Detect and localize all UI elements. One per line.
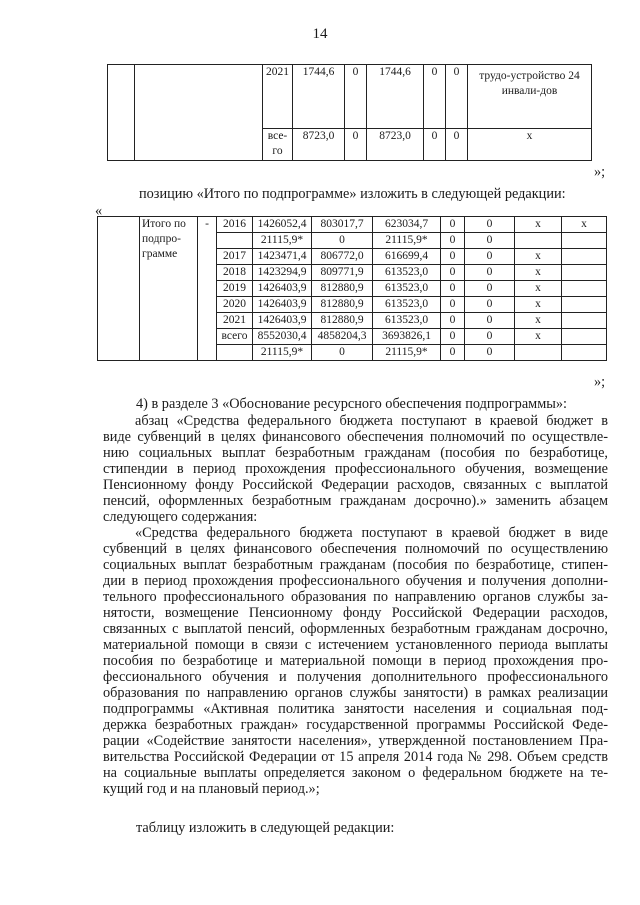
text-line: субвенций в целях финансового обеспечения полномочий по осуществлению (103, 541, 608, 557)
value-cell: 0 (465, 233, 515, 249)
text-line: виде субвенций в целях финансового обеспечения полномочий по осуществле- (103, 429, 608, 445)
result-mark-cell (562, 313, 607, 329)
value-cell: 0 (465, 281, 515, 297)
text-line: следующего содержания: (103, 509, 258, 525)
value-cell: 21115,9* (253, 233, 312, 249)
value-cell: 0 (441, 217, 465, 233)
text-line: рации «Содействие занятости населения», утвержденной постановлением Пра- (103, 733, 608, 749)
result-mark-cell (515, 233, 562, 249)
blank-cell (108, 65, 135, 161)
text-line: вительства Российской Федерации от 15 апреля 2014 года № 298. Объем средств (103, 749, 608, 765)
value-cell: 0 (441, 329, 465, 345)
text-line: на социальные выплаты определяется законом о федеральном бюджете на те- (103, 765, 608, 781)
value-cell: 0 (441, 297, 465, 313)
paragraph-old (103, 413, 608, 525)
year-cell: 2018 (217, 265, 253, 281)
year-cell (217, 345, 253, 361)
value-cell: 613523,0 (373, 297, 441, 313)
value-cell: 0 (441, 249, 465, 265)
value-cell: 0 (424, 65, 446, 129)
value-cell: 812880,9 (312, 281, 373, 297)
value-cell: 1426403,9 (253, 281, 312, 297)
table-continuation (107, 64, 592, 161)
value-cell: 623034,7 (373, 217, 441, 233)
year-cell: 2020 (217, 297, 253, 313)
result-mark-cell (562, 297, 607, 313)
year-cell: 2021 (217, 313, 253, 329)
value-cell: 8723,0 (293, 129, 345, 161)
year-cell: всего (217, 329, 253, 345)
value-cell: 1426403,9 (253, 297, 312, 313)
item-4-heading: 4) в разделе 3 «Обоснование ресурсного обеспечения подпрограммы»: (136, 396, 567, 412)
value-cell: 0 (441, 265, 465, 281)
table-row (98, 217, 607, 233)
text-line: тельного профессионального образования по направлению органов службы за- (103, 589, 608, 605)
text-line: пособия по безработице и материальной помощи в период прохождения про- (103, 653, 608, 669)
value-cell: 0 (465, 345, 515, 361)
result-mark-cell: х (515, 249, 562, 265)
value-cell: 4858204,3 (312, 329, 373, 345)
text-line: дии в период прохождения профессионального обучения и получения дополни- (103, 573, 608, 589)
value-cell: 1426403,9 (253, 313, 312, 329)
text-line: материальной помощи в связи с истечением установленного периода выплаты (103, 637, 608, 653)
value-cell: 803017,7 (312, 217, 373, 233)
result-mark-cell (562, 345, 607, 361)
value-cell: 0 (441, 313, 465, 329)
text-line: образования по направлению органов службы занятости) в рамках реализации (103, 685, 608, 701)
result-mark-cell (562, 265, 607, 281)
value-cell: 0 (345, 65, 367, 129)
paragraph-new (103, 525, 608, 797)
value-cell: 613523,0 (373, 265, 441, 281)
value-cell: 21115,9* (373, 345, 441, 361)
result-mark-cell: х (515, 217, 562, 233)
value-cell: 21115,9* (373, 233, 441, 249)
year-cell: все-го (263, 129, 293, 161)
result-mark-cell (562, 329, 607, 345)
value-cell: 0 (465, 249, 515, 265)
value-cell: 0 (465, 265, 515, 281)
text-line: стипендии в период прохождения профессионального обучения, возмещение (103, 461, 608, 477)
result-mark-cell: х (515, 313, 562, 329)
value-cell: 806772,0 (312, 249, 373, 265)
blank-cell (98, 217, 140, 361)
result-mark-cell: х (515, 281, 562, 297)
value-cell: 0 (465, 217, 515, 233)
value-cell: 8552030,4 (253, 329, 312, 345)
value-cell: 0 (465, 297, 515, 313)
dash-cell: - (198, 217, 217, 361)
text-line: социальных выплат безработным гражданам (пособия по безработице, стипен- (103, 557, 608, 573)
opening-quote: « (95, 203, 103, 219)
value-cell: 613523,0 (373, 313, 441, 329)
result-mark-cell (515, 345, 562, 361)
value-cell: 0 (441, 281, 465, 297)
value-cell: 1744,6 (367, 65, 424, 129)
closing-quote: »; (594, 164, 606, 180)
closing-quote: »; (594, 374, 606, 390)
value-cell: 0 (441, 345, 465, 361)
text-line: нятости, возмещение Пенсионному фонду Российской Федерации расходов, (103, 605, 608, 621)
table-totals (97, 216, 607, 361)
instruction-table: таблицу изложить в следующей редакции: (136, 820, 395, 836)
value-cell: 812880,9 (312, 297, 373, 313)
value-cell: 812880,9 (312, 313, 373, 329)
value-cell: 0 (312, 345, 373, 361)
page-number: 14 (312, 26, 328, 42)
value-cell: 1744,6 (293, 65, 345, 129)
result-mark-cell: х (515, 329, 562, 345)
value-cell: 0 (345, 129, 367, 161)
text-line: абзац «Средства федерального бюджета поступают в краевой бюджет в (135, 413, 608, 429)
value-cell: 3693826,1 (373, 329, 441, 345)
result-note-cell: трудо-устройство 24 инвали-дов (468, 65, 592, 129)
year-cell: 2017 (217, 249, 253, 265)
value-cell: 616699,4 (373, 249, 441, 265)
instruction-itogo: позицию «Итого по подпрограмме» изложить в следующей редакции: (139, 186, 566, 202)
text-line: подпрограммы «Активная политика занятости населения и социальная под- (103, 701, 608, 717)
year-cell: 2019 (217, 281, 253, 297)
text-line: пенсий, оформленных безработным гражданам досрочно).» заменить абзацем (103, 493, 608, 509)
subprogram-total-name: Итого по подпро-грамме (140, 217, 198, 361)
value-cell: 0 (424, 129, 446, 161)
year-cell: 2016 (217, 217, 253, 233)
text-line: связанных с выплатой пенсий, оформленных безработным гражданам досрочно, (103, 621, 608, 637)
value-cell: 613523,0 (373, 281, 441, 297)
value-cell: 1426052,4 (253, 217, 312, 233)
text-line: кущий год и на плановый период.»; (103, 781, 320, 797)
value-cell: 21115,9* (253, 345, 312, 361)
value-cell: 1423294,9 (253, 265, 312, 281)
value-cell: 0 (446, 65, 468, 129)
result-mark-cell: х (515, 265, 562, 281)
value-cell: 0 (465, 329, 515, 345)
value-cell: 1423471,4 (253, 249, 312, 265)
text-line: «Средства федерального бюджета поступают в краевой бюджет в виде (135, 525, 608, 541)
result-mark-cell (562, 249, 607, 265)
text-line: Пенсионному фонду Российской Федерации расходов, связанных с выплатой (103, 477, 608, 493)
result-mark-cell (562, 281, 607, 297)
result-mark-cell: х (515, 297, 562, 313)
result-mark-cell (562, 233, 607, 249)
value-cell: 0 (312, 233, 373, 249)
value-cell: 0 (446, 129, 468, 161)
text-line: нию социальных выплат безработным гражданам (пособия по безработице, (103, 445, 608, 461)
result-note-cell: х (468, 129, 592, 161)
year-cell: 2021 (263, 65, 293, 129)
text-line: держка безработных граждан» государственной программы Российской Феде- (103, 717, 608, 733)
value-cell: 8723,0 (367, 129, 424, 161)
blank-cell (135, 65, 263, 161)
value-cell: 809771,9 (312, 265, 373, 281)
year-cell (217, 233, 253, 249)
result-mark-cell: х (562, 217, 607, 233)
text-line: фессионального обучения и получения дополнительного профессионального (103, 669, 608, 685)
value-cell: 0 (441, 233, 465, 249)
value-cell: 0 (465, 313, 515, 329)
